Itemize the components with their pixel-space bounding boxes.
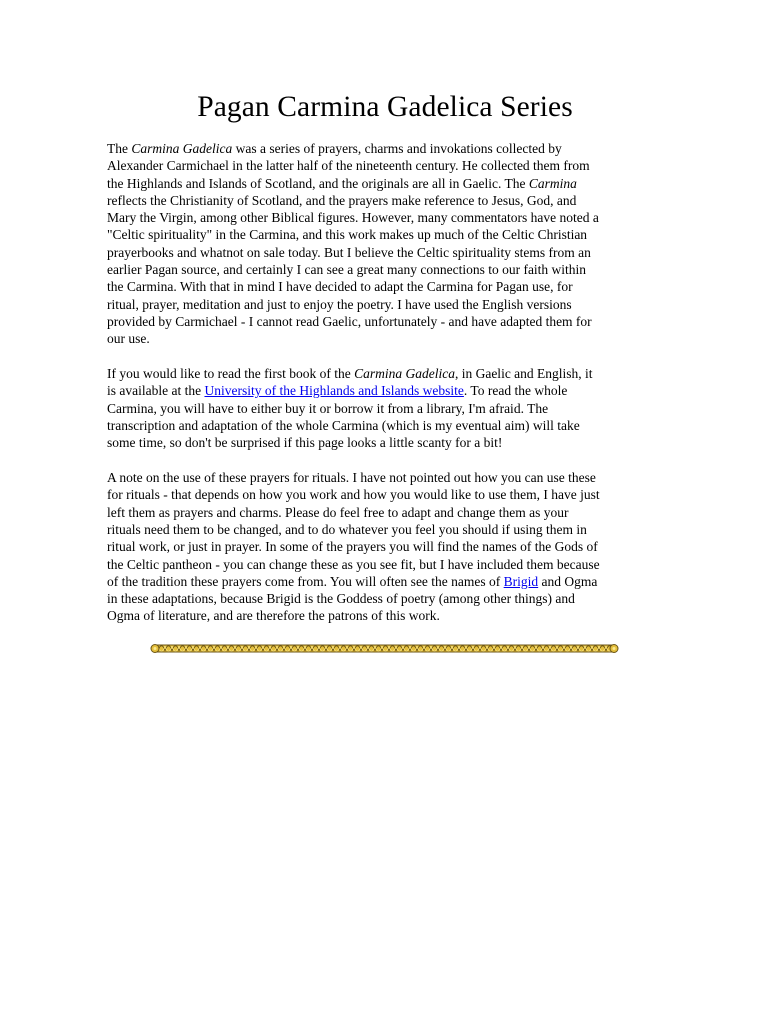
paragraph bbox=[107, 365, 663, 451]
text-segment: . To read the whole bbox=[463, 383, 568, 399]
text-segment: some time, so don't be surprised if this page looks a little scanty for a bit! bbox=[107, 435, 503, 451]
text-segment: rituals need them to be changed, and to do whatever you feel you should if using them in bbox=[107, 521, 587, 537]
text-line bbox=[107, 400, 663, 417]
paragraph bbox=[107, 469, 663, 625]
celtic-knot-border-icon bbox=[150, 643, 619, 654]
text-segment: of the tradition these prayers come from. You will often see the names of bbox=[107, 573, 504, 589]
text-segment: earlier Pagan source, and certainly I can see a great many connections to our faith within bbox=[107, 262, 587, 278]
text-line bbox=[107, 417, 663, 434]
text-segment: A note on the use of these prayers for rituals. I have not pointed out how you can use these bbox=[107, 470, 596, 486]
text-segment: the Carmina. With that in mind I have decided to adapt the Carmina for Pagan use, for bbox=[107, 279, 573, 295]
text-segment: the Celtic pantheon - you can change these as you see fit, but I have included them because bbox=[107, 556, 600, 572]
text-line bbox=[107, 590, 663, 607]
text-line bbox=[107, 261, 663, 278]
italic-title: Carmina Gadelica bbox=[354, 366, 455, 382]
text-segment: Mary the Virgin, among other Biblical figures. However, many commentators have noted a bbox=[107, 210, 599, 226]
text-segment: left them as prayers and charms. Please do feel free to adapt and change them as your bbox=[107, 504, 569, 520]
text-line bbox=[107, 244, 663, 261]
text-segment: ritual, prayer, meditation and just to enjoy the poetry. I have used the English versions bbox=[107, 296, 572, 312]
text-segment: Alexander Carmichael in the latter half of the nineteenth century. He collected them from bbox=[107, 158, 590, 174]
text-segment: was a series of prayers, charms and invokations collected by bbox=[232, 141, 562, 156]
text-segment: the Highlands and Islands of Scotland, and the originals are all in Gaelic. The bbox=[107, 175, 529, 191]
text-line bbox=[107, 573, 663, 590]
article-body bbox=[107, 140, 663, 625]
text-segment: our use. bbox=[107, 331, 150, 347]
text-line bbox=[107, 486, 663, 503]
text-segment: for rituals - that depends on how you work and how you would like to use them, I have just bbox=[107, 487, 600, 503]
text-segment: and Ogma bbox=[538, 573, 598, 589]
text-segment: prayerbooks and whatnot on sale today. But I believe the Celtic spirituality stems from an bbox=[107, 244, 591, 260]
text-segment: transcription and adaptation of the whole Carmina (which is my eventual aim) will take bbox=[107, 417, 580, 433]
brigid-link[interactable]: Brigid bbox=[503, 573, 539, 589]
text-line bbox=[107, 192, 663, 209]
text-line bbox=[107, 175, 663, 192]
text-segment: reflects the Christianity of Scotland, and the prayers make reference to Jesus, God, and bbox=[107, 192, 577, 208]
page-title: Pagan Carmina Gadelica Series bbox=[197, 91, 573, 123]
text-segment: ritual work, or just in prayer. In some of the prayers you will find the names of the Gods of bbox=[107, 539, 598, 555]
text-line bbox=[107, 538, 663, 555]
text-line bbox=[107, 278, 663, 295]
text-segment: is available at the bbox=[107, 383, 205, 399]
text-line bbox=[107, 296, 663, 313]
text-line bbox=[107, 157, 663, 174]
text-line bbox=[107, 556, 663, 573]
uhi-website-link[interactable]: University of the Highlands and Islands website bbox=[204, 383, 464, 399]
text-segment: "Celtic spirituality" in the Carmina, and this work makes up much of the Celtic Christian bbox=[107, 227, 588, 243]
text-line bbox=[107, 365, 663, 382]
text-line bbox=[107, 313, 663, 330]
text-line bbox=[107, 330, 663, 347]
text-segment: The bbox=[107, 141, 132, 156]
text-line bbox=[107, 140, 663, 157]
text-segment: Ogma of literature, and are therefore the patrons of this work. bbox=[107, 608, 440, 624]
text-line bbox=[107, 521, 663, 538]
text-line bbox=[107, 382, 663, 399]
page-content bbox=[107, 88, 663, 642]
text-segment: If you would like to read the first book of the bbox=[107, 366, 355, 382]
text-segment: provided by Carmichael - I cannot read Gaelic, unfortunately - and have adapted them for bbox=[107, 313, 592, 329]
paragraph bbox=[107, 140, 663, 348]
text-line bbox=[107, 607, 663, 624]
text-line bbox=[107, 209, 663, 226]
italic-title: Carmina bbox=[528, 175, 577, 191]
italic-title: Carmina Gadelica bbox=[131, 141, 233, 156]
text-segment: Carmina, you will have to either buy it or borrow it from a library, I'm afraid. The bbox=[107, 400, 549, 416]
text-line bbox=[107, 226, 663, 243]
text-line bbox=[107, 469, 663, 486]
text-line bbox=[107, 434, 663, 451]
text-segment: , in Gaelic and English, it bbox=[454, 366, 593, 382]
text-segment: in these adaptations, because Brigid is the Goddess of poetry (among other things) and bbox=[107, 591, 575, 607]
text-line bbox=[107, 504, 663, 521]
